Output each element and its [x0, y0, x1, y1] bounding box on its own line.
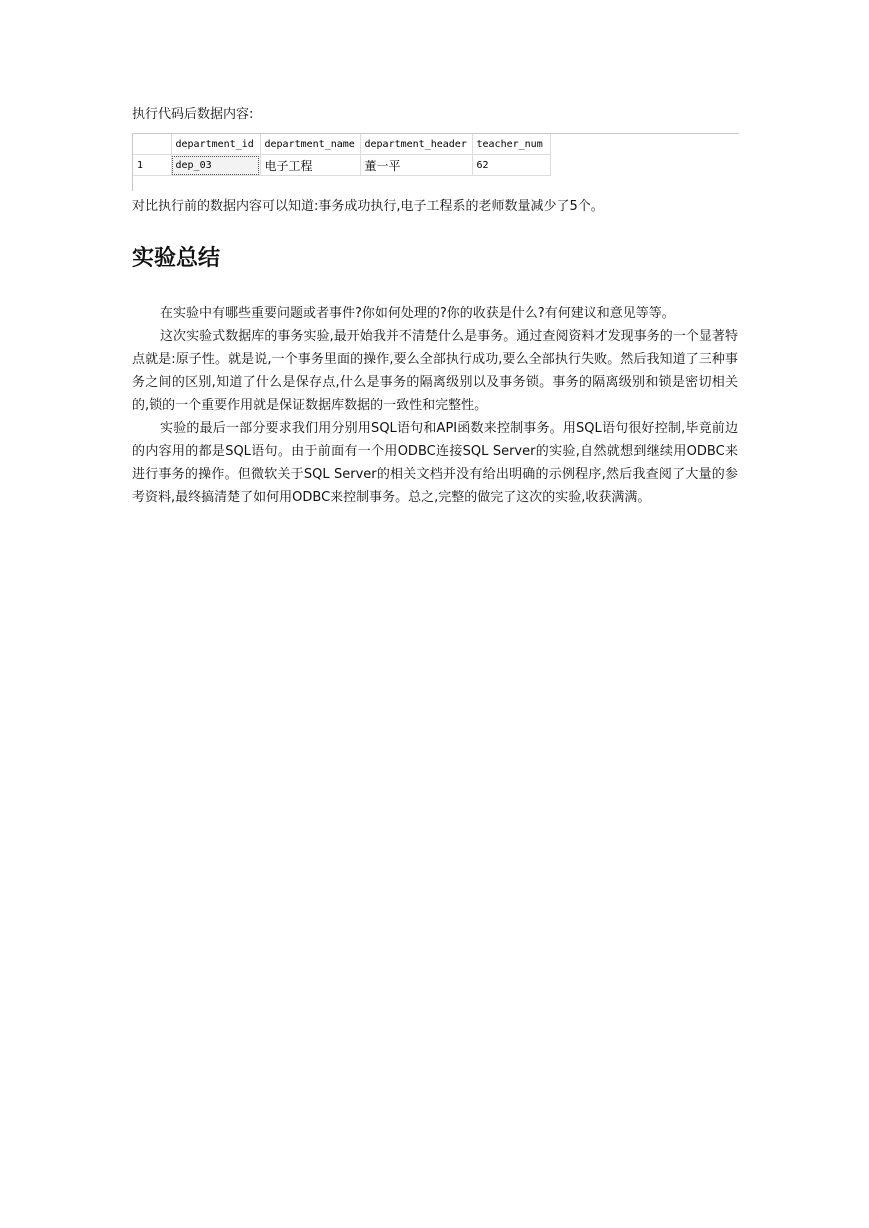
summary-paragraph-sql-api: 实验的最后一部分要求我们用分别用SQL语句和API函数来控制事务。用SQL语句很好控制,毕竟前边的内容用的都是SQL语句。由于前面有一个用ODBC连接SQL Server的实验,自然就想到继续用ODBC来进行事务的操作。但微软关于SQL Server的相关文档并没有给出明确的示例程序,然后我查阅了大量的参考资料,最终搞清楚了如何用ODBC来控制事务。总之,完整的做完了这次的实验,收获满满。	[132, 421, 738, 505]
teacher-num-cell[interactable]: 62	[472, 155, 550, 176]
department-header-cell[interactable]: 董一平	[360, 155, 472, 176]
summary-paragraph-prompt: 在实验中有哪些重要问题或者事件?你如何处理的?你的收获是什么?有何建议和意见等等。	[160, 306, 675, 321]
intro-text: 执行代码后数据内容:	[132, 107, 254, 122]
result-grid	[132, 133, 739, 191]
column-header-department-id[interactable]: department_id	[171, 134, 260, 155]
column-header-teacher-num[interactable]: teacher_num	[472, 134, 550, 155]
table-header-row	[133, 134, 550, 155]
department-name-cell[interactable]: 电子工程	[260, 155, 360, 176]
section-title: 实验总结	[132, 246, 221, 271]
comparison-text: 对比执行前的数据内容可以知道:事务成功执行,电子工程系的老师数量减少了5个。	[132, 199, 604, 214]
summary-paragraph-transactions: 这次实验式数据库的事务实验,最开始我并不清楚什么是事务。通过查阅资料才发现事务的一个显著特点就是:原子性。就是说,一个事务里面的操作,要么全部执行成功,要么全部执行失败。然后我知道了三种事务之间的区别,知道了什么是保存点,什么是事务的隔离级别以及事务锁。事务的隔离级别和锁是密切相关的,锁的一个重要作用就是保证数据库数据的一致性和完整性。	[132, 329, 738, 413]
summary-paragraphs	[132, 302, 738, 509]
column-header-department-header[interactable]: department_header	[360, 134, 472, 155]
column-header-department-name[interactable]: department_name	[260, 134, 360, 155]
table-row	[133, 155, 550, 176]
result-table	[133, 134, 551, 176]
department-id-cell[interactable]: dep_03	[171, 155, 260, 176]
row-number-header	[133, 134, 171, 155]
row-number-cell[interactable]: 1	[133, 155, 171, 176]
